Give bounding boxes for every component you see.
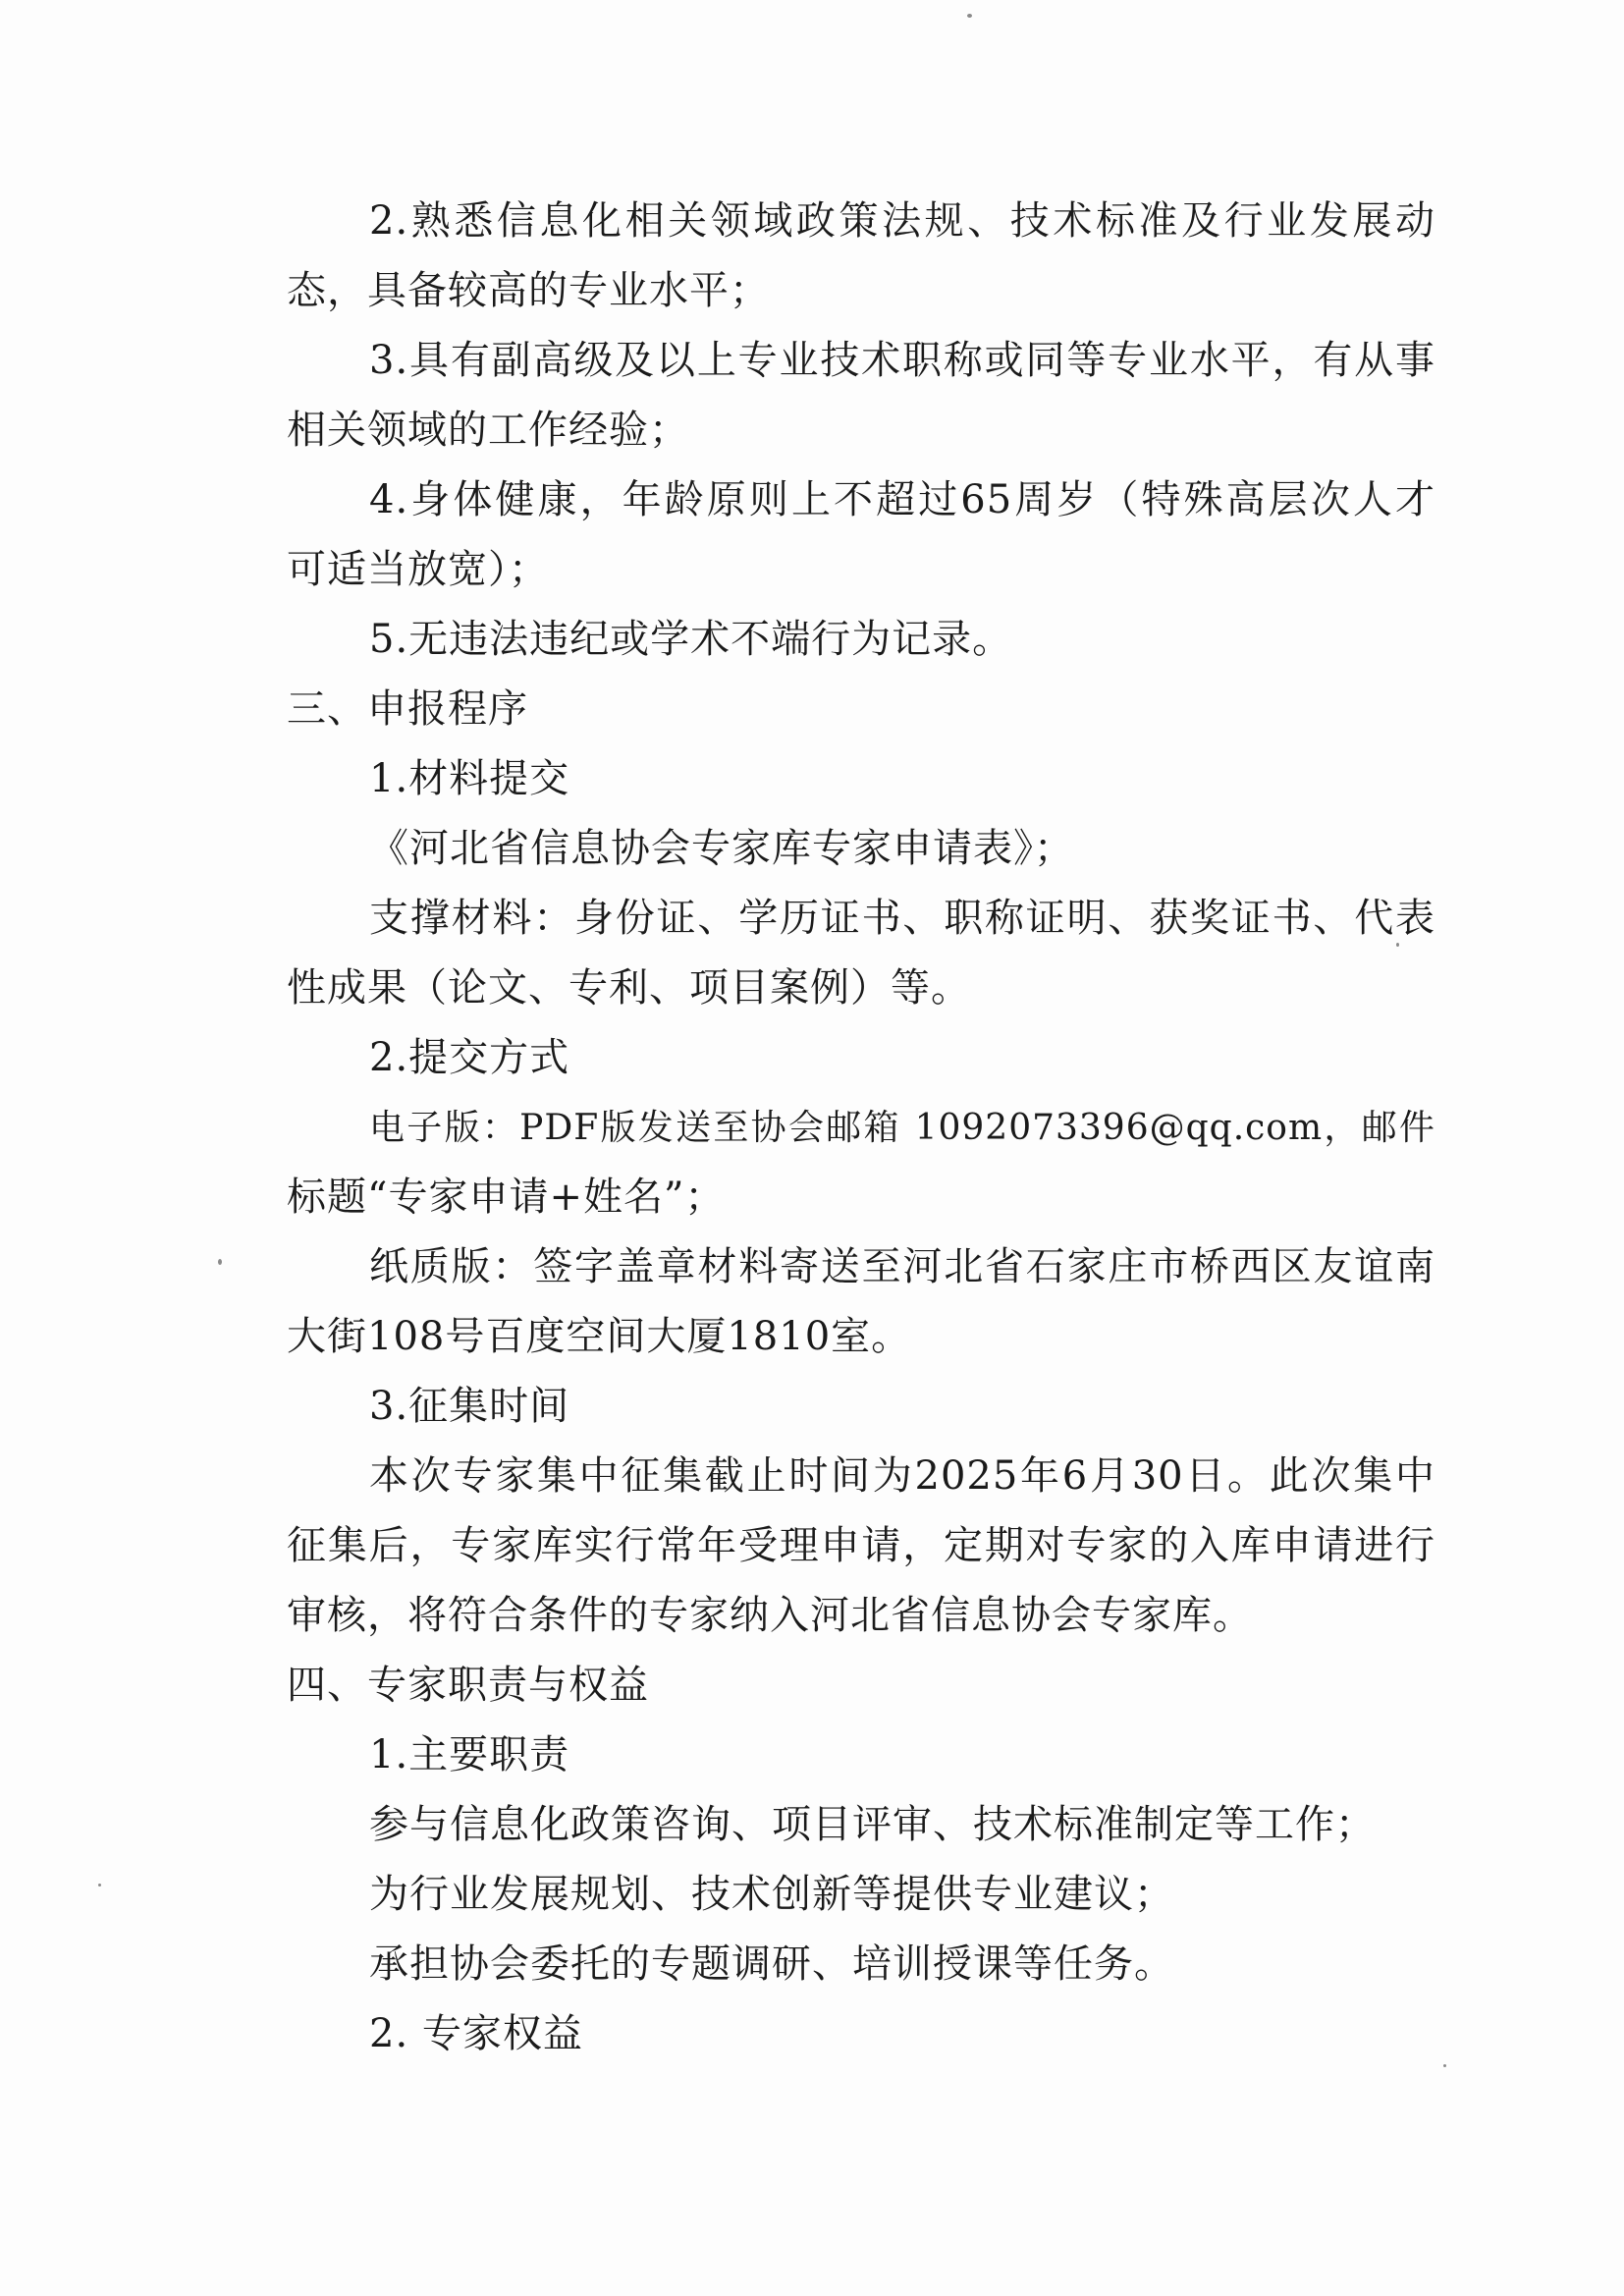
scan-speck [967, 14, 972, 18]
text-line: 电子版：PDF版发送至协会邮箱 1092073396@qq.com，邮件 [369, 1108, 1435, 1148]
text-line: 2.提交方式 [369, 1035, 570, 1080]
text-line: 四、专家职责与权益 [287, 1663, 649, 1708]
text-line: 4.身体健康，年龄原则上不超过65周岁（特殊高层次人才 [369, 477, 1435, 522]
text-line: 3.征集时间 [369, 1384, 570, 1429]
text-line: 5.无违法违纪或学术不端行为记录。 [369, 617, 1013, 662]
text-line: 3.具有副高级及以上专业技术职称或同等专业水平，有从事 [369, 338, 1435, 383]
scan-speck [1443, 2064, 1446, 2067]
scan-speck [98, 1884, 101, 1886]
scan-speck [218, 1259, 222, 1265]
text-line: 标题“专家申请+姓名”； [287, 1175, 726, 1220]
text-line: 相关领域的工作经验； [287, 408, 689, 453]
text-line: 纸质版：签字盖章材料寄送至河北省石家庄市桥西区友谊南 [369, 1244, 1435, 1289]
text-line: 2. 专家权益 [369, 2011, 583, 2056]
text-line: 1.材料提交 [369, 756, 570, 801]
text-line: 大街108号百度空间大厦1810室。 [287, 1314, 912, 1359]
text-line: 为行业发展规划、技术创新等提供专业建议； [369, 1872, 1174, 1917]
text-line: 《河北省信息协会专家库专家申请表》； [369, 826, 1074, 871]
text-line: 性成果（论文、专利、项目案例）等。 [287, 965, 971, 1011]
text-line: 本次专家集中征集截止时间为2025年6月30日。此次集中 [369, 1453, 1435, 1499]
text-line: 1.主要职责 [369, 1732, 570, 1777]
text-line: 参与信息化政策咨询、项目评审、技术标准制定等工作； [369, 1802, 1376, 1847]
text-line: 支撑材料：身份证、学历证书、职称证明、获奖证书、代表 [369, 896, 1435, 941]
text-line: 审核，将符合条件的专家纳入河北省信息协会专家库。 [287, 1593, 1253, 1638]
text-line: 三、申报程序 [287, 686, 528, 732]
text-line: 可适当放宽）； [287, 547, 549, 592]
text-line: 态，具备较高的专业水平； [287, 268, 770, 313]
text-line: 征集后，专家库实行常年受理申请，定期对专家的入库申请进行 [287, 1523, 1435, 1568]
text-line: 承担协会委托的专题调研、培训授课等任务。 [369, 1941, 1174, 1987]
text-line: 2.熟悉信息化相关领域政策法规、技术标准及行业发展动 [369, 198, 1435, 244]
document-body [287, 187, 1435, 2069]
